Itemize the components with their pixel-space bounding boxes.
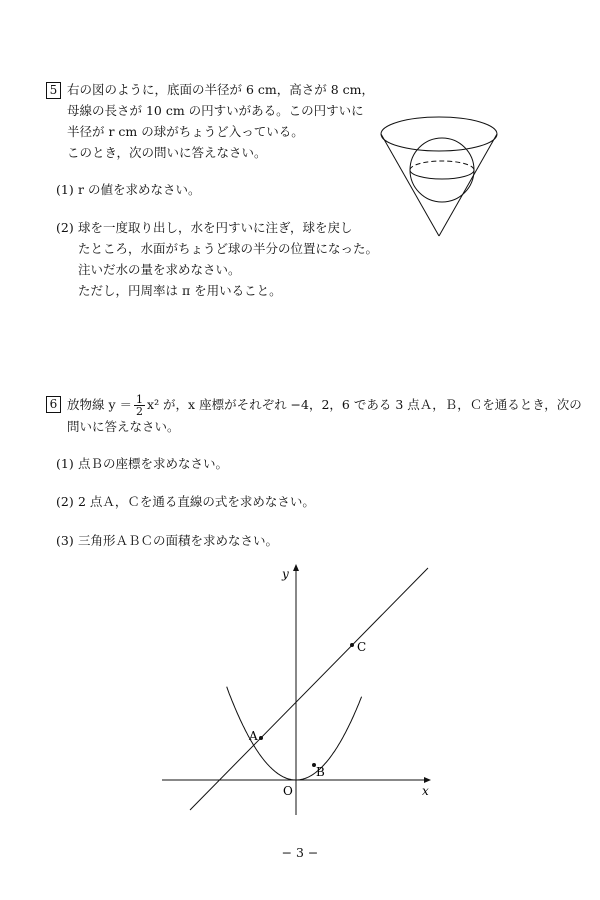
problem-5-q2-line-4: ただし，円周率は π を用いること。 xyxy=(78,283,282,298)
problem-6-q1-text: 点Ｂの座標を求めなさい。 xyxy=(78,456,229,471)
page-number: − 3 − xyxy=(281,845,319,860)
parabola-curve xyxy=(227,687,362,780)
problem-6-q3-text: 三角形ＡＢＣの面積を求めなさい。 xyxy=(78,533,279,548)
problem-6-line-1b: x² が，x 座標がそれぞれ −4，2，6 である 3 点Ａ，Ｂ，Ｃを通るとき，次の xyxy=(147,397,582,412)
point-b-label: B xyxy=(316,765,325,779)
point-a-dot xyxy=(259,736,263,740)
origin-label: O xyxy=(283,784,293,798)
problem-5-q2-line-2: たところ，水面がちょうど球の半分の位置になった。 xyxy=(78,241,379,256)
problem-5-intro-line-3: 半径が r cm の球がちょうど入っている。 xyxy=(67,124,304,139)
problem-6-q2-text: 2 点Ａ，Ｃを通る直線の式を求めなさい。 xyxy=(78,494,315,509)
problem-6-number: 6 xyxy=(46,396,61,413)
problem-6-q1-label: (1) xyxy=(56,456,74,471)
point-c-dot xyxy=(350,643,354,647)
problem-6-line-1a: 放物線 y ＝ xyxy=(67,397,133,412)
point-c-label: C xyxy=(357,640,367,654)
problem-5-q2-label: (2) xyxy=(56,220,74,235)
problem-5-intro-line-2: 母線の長さが 10 cm の円すいがある。この円すいに xyxy=(67,103,364,118)
problem-5-q2-line-1: 球を一度取り出し，水を円すいに注ぎ，球を戻し xyxy=(78,220,353,235)
fraction-denominator: 2 xyxy=(136,405,144,418)
problem-5-number: 5 xyxy=(46,82,61,99)
problem-5-q1-label: (1) xyxy=(56,182,74,197)
y-axis-label: y xyxy=(282,567,289,581)
problem-5-intro-line-1: 右の図のように，底面の半径が 6 cm，高さが 8 cm， xyxy=(67,82,375,97)
line-ac xyxy=(190,568,428,810)
fraction-numerator: 1 xyxy=(136,393,144,406)
problem-6-q3-label: (3) xyxy=(56,533,74,548)
point-a-label: A xyxy=(249,729,258,743)
problem-6-line-2: 問いに答えなさい。 xyxy=(67,419,180,434)
problem-6-q2-label: (2) xyxy=(56,494,74,509)
problem-5-q1-text: r の値を求めなさい。 xyxy=(78,182,201,197)
problem-5-intro-line-4: このとき，次の問いに答えなさい。 xyxy=(67,145,267,160)
x-axis-label: x xyxy=(422,784,429,798)
problem-5-q2-line-3: 注いだ水の量を求めなさい。 xyxy=(78,262,241,277)
